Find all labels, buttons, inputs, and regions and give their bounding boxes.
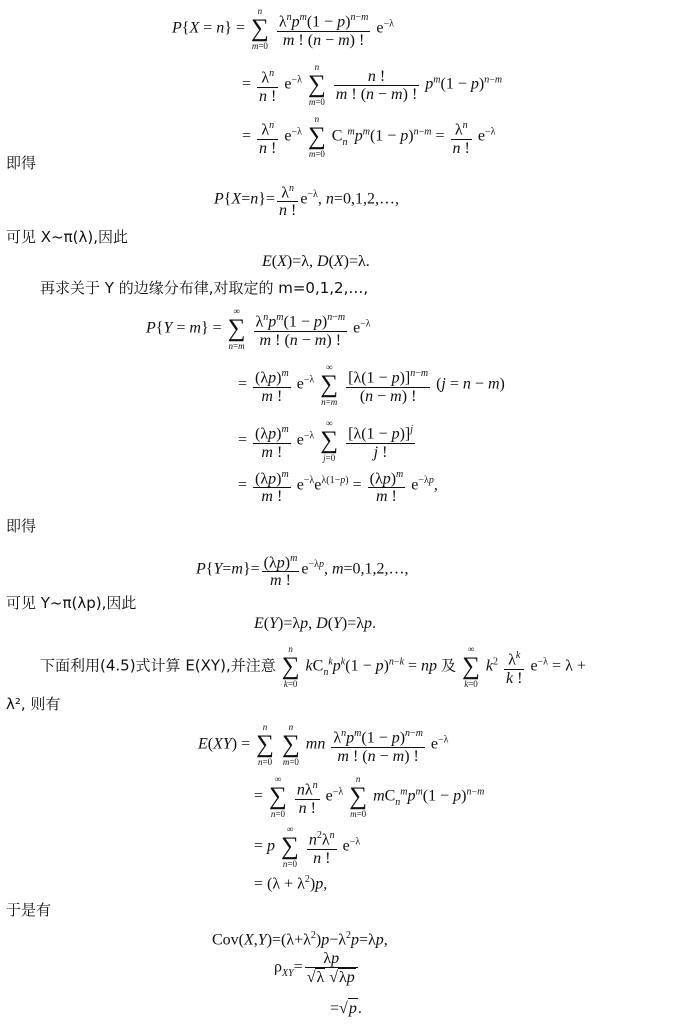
text-zaiqiu: 再求关于 Y 的边缘分布律,对取定的 m=0,1,2,…,	[40, 279, 369, 297]
fraction: $\frac{\lambda^n}{n !}$	[257, 117, 278, 156]
fraction: $\frac{\lambda p}{√\lambda √\lambda p}$	[305, 950, 358, 986]
eq-px-line2: = $\frac{\lambda^n}{n !}$ $e^{-\lambda}$ n ∑ m=0 $\frac{n !}{m ! (n - m) !}$ $p^m(1 - p)^{n-m}$	[242, 62, 503, 107]
eq-rho: $\rho_{XY}=$ $\frac{\lambda p}{√\lambda √\lambda p}$	[274, 950, 360, 986]
sum-symbol: ∞ ∑ n=m	[320, 362, 339, 407]
sum-symbol: n ∑ k=0	[281, 644, 300, 689]
eq-cov: $Cov(X,Y)=(\lambda+\lambda^2)p-\lambda^2p=\lambda p$,	[212, 930, 388, 949]
eq-exy-line4: = $(\lambda + \lambda^2)p$,	[254, 874, 328, 893]
sum-symbol: n ∑ m=0	[250, 6, 269, 51]
fraction: $\frac{(\lambda p)^m}{m !}$	[253, 466, 291, 505]
eq-exy-line3: = p ∞ ∑ n=0 $\frac{n^2\lambda^n}{n !}$ $e^{-\lambda}$	[254, 824, 361, 869]
eq-px-line3: = $\frac{\lambda^n}{n !}$ $e^{-\lambda}$ n ∑ m=0 $C_n^mp^m(1 - p)^{n-m}$ = $\frac{\lambda^n}{n !}$ $e^{-\lambda}$	[242, 114, 496, 159]
fraction: $\frac{n^2\lambda^n}{n !}$	[307, 827, 337, 866]
fraction: $\frac{\lambda^k}{k !}$	[504, 647, 524, 686]
fraction: $\frac{(\lambda p)^m}{m !}$	[253, 421, 291, 460]
eq-exy-line2: = ∞ ∑ n=0 $n\lambda^n$ n ! $e^{-\lambda}$ n ∑ m=0 $mC_n^mp^m(1 - p)^{n-m}$	[254, 774, 485, 819]
eq-ey-dy: E(Y)=λp, D(Y)=λp.	[254, 615, 377, 632]
sum-symbol: n ∑ m=0	[281, 722, 300, 767]
sum-symbol: ∞ ∑ n=0	[281, 824, 299, 869]
fraction: $\frac{\lambda^n}{n !}$	[277, 180, 298, 219]
fraction: $\frac{(\lambda p)^m}{m !}$	[253, 365, 291, 404]
sum-symbol: ∞ ∑ n=m	[227, 306, 246, 351]
fraction: $\frac{\lambda^n}{n !}$	[451, 117, 472, 156]
text-lambda2-then: λ², 则有	[6, 695, 61, 713]
text-kejian-2: 可见 Y~π(λp),因此	[6, 594, 137, 612]
sum-symbol: n ∑ m=0	[307, 62, 326, 107]
text-jide-1: 即得	[6, 154, 37, 172]
eq-py-line1: P{Y = m} = ∞ ∑ n=m $\lambda^np^m(1 - p)^{n-m}$ m ! (n − m) ! $e^{-\lambda}$	[146, 306, 371, 351]
fraction: $n\lambda^n$ n !	[295, 777, 320, 816]
eq-px-result: P{X=n}= $\frac{\lambda^n}{n !}$ $e^{-\lambda}$, n=0,1,2,…,	[214, 180, 399, 219]
eq-ex-dx: E(X)=λ, D(X)=λ.	[262, 253, 370, 270]
fraction: $\frac{[\lambda(1 - p)]^{n-m}}{(n - m) !}$	[346, 365, 430, 404]
text-xiamian-c: = λ +	[552, 657, 586, 675]
sum-symbol: ∞ ∑ j=0	[320, 418, 339, 463]
fraction: $\lambda^np^m(1 - p)^{n-m}$ m ! (n − m) !	[277, 9, 371, 48]
eq-exy-line1: E(XY) = n ∑ n=0 n ∑ m=0 mn $\lambda^np^m(1 - p)^{n-m}$ m ! (n − m) ! $e^{-\lambda}$	[198, 722, 449, 767]
sum-symbol: n ∑ n=0	[256, 722, 274, 767]
fraction: $\lambda^np^m(1 - p)^{n-m}$ m ! (n − m) !	[254, 309, 348, 348]
text-yushi: 于是有	[6, 901, 52, 919]
eq-rho-result: =√p.	[330, 1000, 362, 1017]
fraction: $\frac{[\lambda(1 - p)]^j}{j !}$	[346, 421, 415, 460]
sum-symbol: n ∑ m=0	[349, 774, 368, 819]
fraction: $\frac{\lambda^n}{n !}$	[257, 65, 278, 104]
sum-symbol: ∞ ∑ k=0	[462, 644, 480, 689]
fraction: $\lambda^np^m(1 - p)^{n-m}$ m ! (n − m) !	[331, 725, 425, 764]
eq-py-line2: = $\frac{(\lambda p)^m}{m !}$ $e^{-\lambda}$ ∞ ∑ n=m $\frac{[\lambda(1 - p)]^{n-m}}{(n - m) !}$ (j = n − m)	[238, 362, 505, 407]
eq-py-line3: = $\frac{(\lambda p)^m}{m !}$ $e^{-\lambda}$ ∞ ∑ j=0 $\frac{[\lambda(1 - p)]^j}{j !}$	[238, 418, 413, 463]
fraction: $\frac{(\lambda p)^m}{m !}$	[262, 550, 300, 589]
text-xiamian: 下面利用(4.5)式计算 E(XY),并注意 n ∑ k=0 $kC_n^kp^k(1 - p)^{n-k}$ = np 及 ∞ ∑ k=0 $k^2$ $\frac{\lambda^k}{k !}$ $e^{-\lambda} = \lambda$ +	[40, 644, 586, 689]
eq-py-line4: = $\frac{(\lambda p)^m}{m !}$ $e^{-\lambda}e^{\lambda(1-p)}$ = $\frac{(\lambda p)^m}{m !}$ $e^{-\lambda p}$,	[238, 466, 438, 505]
fraction: $\frac{(\lambda p)^m}{m !}$	[368, 466, 406, 505]
sum-symbol: ∞ ∑ n=0	[269, 774, 287, 819]
text-xiamian-b: 及	[441, 656, 457, 675]
fraction: $\frac{n !}{m ! (n - m) !}$	[335, 67, 418, 103]
text-kejian-1: 可见 X~π(λ),因此	[6, 228, 128, 246]
text-jide-2: 即得	[6, 517, 37, 535]
sum-symbol: n ∑ m=0	[307, 114, 326, 159]
eq-py-result: P{Y=m}= $\frac{(\lambda p)^m}{m !}$ $e^{-\lambda p}$, m=0,1,2,…,	[196, 550, 409, 589]
text-xiamian-a: 下面利用(4.5)式计算 E(XY),并注意	[40, 656, 276, 675]
eq-px-line1: P{X = n} = n ∑ m=0 $\lambda^np^m(1 - p)^{n-m}$ m ! (n − m) ! $e^{-\lambda}$	[172, 6, 394, 51]
